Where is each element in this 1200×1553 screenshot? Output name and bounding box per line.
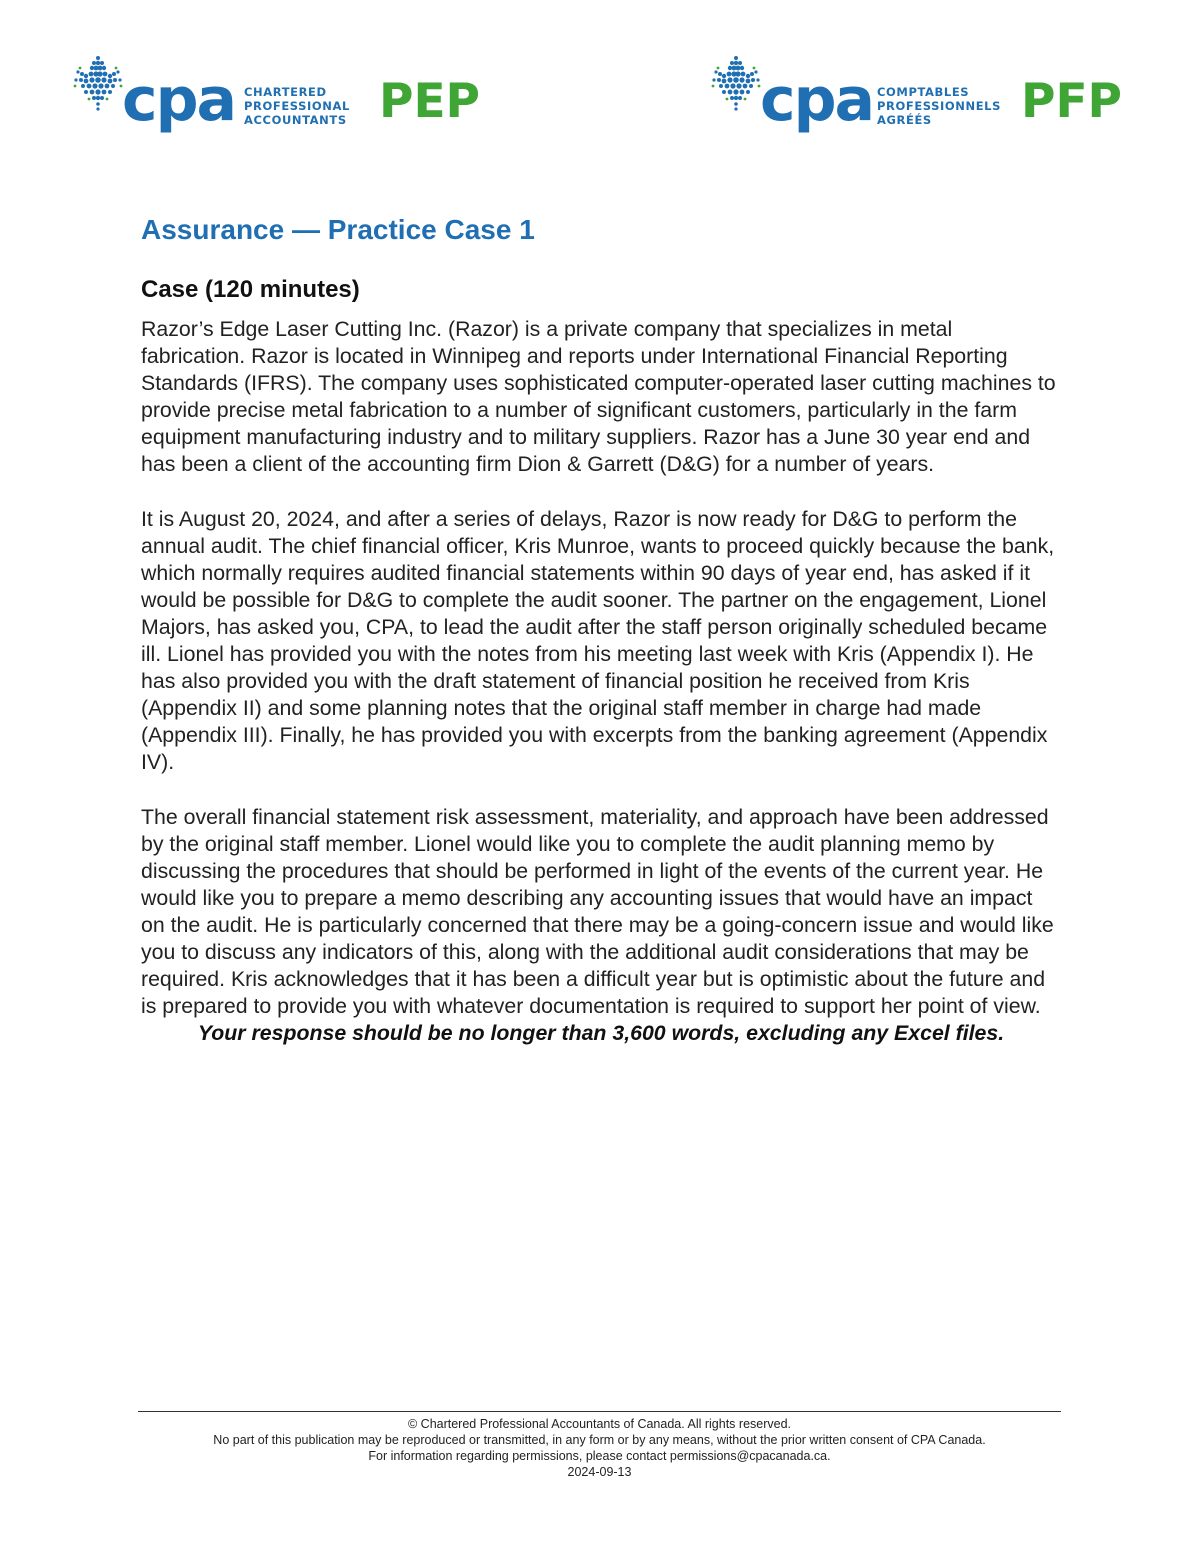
cpa-wordmark: cpa bbox=[122, 65, 236, 135]
cpa-pep-logo bbox=[72, 52, 492, 142]
maple-leaf-dots-icon bbox=[72, 54, 124, 112]
footer-divider bbox=[138, 1411, 1061, 1412]
word-limit-notice: Your response should be no longer than 3,600 words, excluding any Excel files. bbox=[197, 1021, 1005, 1046]
document-body bbox=[141, 210, 1061, 1047]
cpa-pfp-logo bbox=[710, 52, 1130, 142]
maple-leaf-dots-icon bbox=[710, 54, 762, 112]
program-label-pep: PEP bbox=[379, 74, 480, 129]
footer-copyright: © Chartered Professional Accountants of Canada. All rights reserved. bbox=[407, 1417, 792, 1431]
program-label-pfp: PFP bbox=[1021, 74, 1122, 129]
cpa-wordmark: cpa bbox=[760, 65, 874, 135]
logo-tagline-en: CHARTERED PROFESSIONAL ACCOUNTANTS bbox=[244, 85, 350, 127]
paragraph-task-description: The overall financial statement risk assessment, materiality, and approach have been addressed by the original staff member. Lionel would like you to complete the audit planning memo by discussing the procedures that should be performed in light of the events of the current year. He would like you to prepare a memo describing any accounting issues that would have an impact on the audit. He is particularly concerned that there may be a going-concern issue and would like you to discuss any indicators of this, along with the additional audit considerations that may be required. Kris acknowledges that it has been a difficult year but is optimistic about the future and is prepared to provide you with whatever documentation is required to support her point of view. bbox=[141, 804, 1054, 1019]
footer-date: 2024-09-13 bbox=[567, 1465, 632, 1479]
logo-tagline-fr: COMPTABLES PROFESSIONNELS AGRÉÉS bbox=[877, 85, 1001, 127]
footer bbox=[138, 1416, 1061, 1480]
case-subtitle: Case (120 minutes) bbox=[141, 276, 360, 303]
paragraph-engagement-context: It is August 20, 2024, and after a series of delays, Razor is now ready for D&G to perform the annual audit. The chief financial officer, Kris Munroe, wants to proceed quickly because the bank, which normally requires audited financial statements within 90 days of year end, has asked if it would be possible for D&G to complete the audit sooner. The partner on the engagement, Lionel Majors, has asked you, CPA, to lead the audit after the staff person originally scheduled became ill. Lionel has provided you with the notes from his meeting last week with Kris (Appendix I). He has also provided you with the draft statement of financial position he received from Kris (Appendix II) and some planning notes that the original staff member in charge had made (Appendix III). Finally, he has provided you with excerpts from the banking agreement (Appendix IV). bbox=[141, 506, 1055, 775]
paragraph-company-background: Razor’s Edge Laser Cutting Inc. (Razor) is a private company that specializes in metal fabrication. Razor is located in Winnipeg and reports under International Financial Reporting Standards (IFRS). The company uses sophisticated computer-operated laser cutting machines to provide precise metal fabrication to a number of significant customers, particularly in the farm equipment manufacturing industry and to military suppliers. Razor has a June 30 year end and has been a client of the accounting firm Dion & Garrett (D&G) for a number of years. bbox=[141, 317, 1056, 477]
document-title: Assurance — Practice Case 1 bbox=[141, 214, 535, 245]
footer-restriction: No part of this publication may be reproduced or transmitted, in any form or by any means, without the prior written consent of CPA Canada. bbox=[213, 1433, 986, 1447]
footer-permissions: For information regarding permissions, please contact permissions@cpacanada.ca. bbox=[368, 1449, 831, 1463]
